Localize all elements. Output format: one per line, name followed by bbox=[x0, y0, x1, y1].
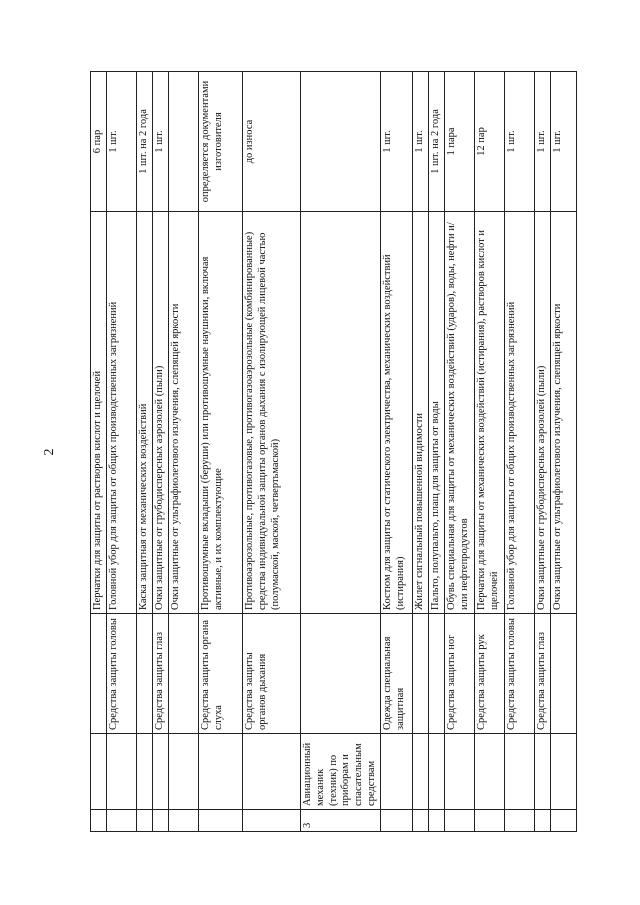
table-row bbox=[550, 72, 576, 832]
table-row bbox=[137, 72, 153, 832]
table-row bbox=[107, 72, 137, 832]
cell-number bbox=[550, 810, 576, 832]
cell-number bbox=[243, 810, 301, 832]
table-body bbox=[91, 72, 577, 832]
cell-item bbox=[301, 212, 381, 614]
cell-norm: 1 шт. bbox=[550, 72, 576, 212]
cell-number bbox=[153, 810, 169, 832]
cell-norm: 6 пар bbox=[91, 72, 107, 212]
cell-item: Головной убор для защиты от общих производственных загрязнений bbox=[107, 212, 137, 614]
cell-item: Очки защитные от грубодисперсных аэрозолей (пыли) bbox=[153, 212, 169, 614]
cell-norm: до износа bbox=[243, 72, 301, 212]
cell-norm bbox=[301, 72, 381, 212]
cell-number bbox=[91, 810, 107, 832]
cell-category bbox=[428, 614, 444, 734]
cell-profession bbox=[474, 734, 504, 810]
table-row bbox=[301, 72, 381, 832]
cell-norm bbox=[169, 72, 199, 212]
cell-item: Жилет сигнальный повышенной видимости bbox=[412, 212, 428, 614]
cell-category: Одежда специальная защитная bbox=[380, 614, 412, 734]
cell-profession bbox=[550, 734, 576, 810]
cell-profession bbox=[534, 734, 550, 810]
cell-number bbox=[412, 810, 428, 832]
cell-norm: 1 шт. на 2 года bbox=[137, 72, 153, 212]
cell-profession bbox=[137, 734, 153, 810]
cell-profession bbox=[412, 734, 428, 810]
cell-profession bbox=[199, 734, 243, 810]
cell-item: Обувь специальная для защиты от механических воздействий (ударов), воды, нефти и/или нефтепродуктов bbox=[444, 212, 474, 614]
cell-number bbox=[428, 810, 444, 832]
cell-number: 3 bbox=[301, 810, 381, 832]
cell-item: Головной убор для защиты от общих производственных загрязнений bbox=[504, 212, 534, 614]
cell-item: Противоаэрозольные, противогазовые, противогазоаэрозольные (комбинированные) средства индивидуальной защиты органов дыхания с изолирующей лицевой частью (полумаской, маской, четвертьмаской) bbox=[243, 212, 301, 614]
cell-norm: 1 шт. на 2 года bbox=[428, 72, 444, 212]
cell-number bbox=[474, 810, 504, 832]
cell-category: Средства защиты глаз bbox=[534, 614, 550, 734]
cell-norm: 1 шт. bbox=[153, 72, 169, 212]
cell-profession bbox=[428, 734, 444, 810]
cell-item: Очки защитные от ультрафиолетового излучения, слепящей яркости bbox=[169, 212, 199, 614]
cell-item: Очки защитные от грубодисперсных аэрозолей (пыли) bbox=[534, 212, 550, 614]
cell-category bbox=[137, 614, 153, 734]
cell-item: Каска защитная от механических воздействий bbox=[137, 212, 153, 614]
cell-category: Средства защиты головы bbox=[504, 614, 534, 734]
cell-number bbox=[137, 810, 153, 832]
table-row bbox=[91, 72, 107, 832]
cell-item: Пальто, полупальто, плащ для защиты от воды bbox=[428, 212, 444, 614]
cell-category: Средства защиты глаз bbox=[153, 614, 169, 734]
cell-number bbox=[107, 810, 137, 832]
table-row bbox=[153, 72, 169, 832]
table-row bbox=[504, 72, 534, 832]
cell-norm: 1 шт. bbox=[380, 72, 412, 212]
cell-profession bbox=[91, 734, 107, 810]
cell-category bbox=[169, 614, 199, 734]
cell-norm: 1 шт. bbox=[534, 72, 550, 212]
cell-category: Средства защиты органа слуха bbox=[199, 614, 243, 734]
cell-item: Перчатки для защиты от механических воздействий (истирания), растворов кислот и щелочей bbox=[474, 212, 504, 614]
cell-category bbox=[550, 614, 576, 734]
table-row bbox=[474, 72, 504, 832]
cell-category bbox=[91, 614, 107, 734]
cell-norm: 12 пар bbox=[474, 72, 504, 212]
table-row bbox=[243, 72, 301, 832]
cell-item: Костюм для защиты от статического электричества, механических воздействий (истирания) bbox=[380, 212, 412, 614]
cell-category bbox=[412, 614, 428, 734]
cell-category: Средства защиты органов дыхания bbox=[243, 614, 301, 734]
table-row bbox=[380, 72, 412, 832]
table-row bbox=[199, 72, 243, 832]
cell-norm: 1 пара bbox=[444, 72, 474, 212]
cell-profession bbox=[107, 734, 137, 810]
table-row bbox=[534, 72, 550, 832]
cell-profession bbox=[380, 734, 412, 810]
table-row bbox=[169, 72, 199, 832]
cell-item: Перчатки для защиты от растворов кислот и щелочей bbox=[91, 212, 107, 614]
cell-number bbox=[199, 810, 243, 832]
cell-item: Очки защитные от ультрафиолетового излучения, слепящей яркости bbox=[550, 212, 576, 614]
cell-category: Средства защиты рук bbox=[474, 614, 504, 734]
table-row bbox=[444, 72, 474, 832]
cell-number bbox=[380, 810, 412, 832]
cell-category bbox=[301, 614, 381, 734]
cell-number bbox=[504, 810, 534, 832]
cell-profession bbox=[504, 734, 534, 810]
table-row bbox=[412, 72, 428, 832]
cell-norm: 1 шт. bbox=[412, 72, 428, 212]
cell-norm: 1 шт. bbox=[504, 72, 534, 212]
rotated-table-wrapper bbox=[90, 72, 563, 832]
cell-norm: определяется документами изготовителя bbox=[199, 72, 243, 212]
cell-item: Противошумные вкладыши (беруши) или противошумные наушники, включая активные, и их комплектующие bbox=[199, 212, 243, 614]
ppe-norms-table bbox=[90, 71, 577, 832]
cell-number bbox=[534, 810, 550, 832]
table-row bbox=[428, 72, 444, 832]
cell-category: Средства защиты ног bbox=[444, 614, 474, 734]
cell-profession bbox=[444, 734, 474, 810]
cell-profession bbox=[153, 734, 169, 810]
cell-category: Средства защиты головы bbox=[107, 614, 137, 734]
cell-norm: 1 шт. bbox=[107, 72, 137, 212]
cell-number bbox=[444, 810, 474, 832]
cell-profession bbox=[243, 734, 301, 810]
page-number: 2 bbox=[42, 448, 57, 456]
cell-profession bbox=[169, 734, 199, 810]
cell-number bbox=[169, 810, 199, 832]
cell-profession: Авиационный механик (техник) по приборам и спасательным средствам bbox=[301, 734, 381, 810]
